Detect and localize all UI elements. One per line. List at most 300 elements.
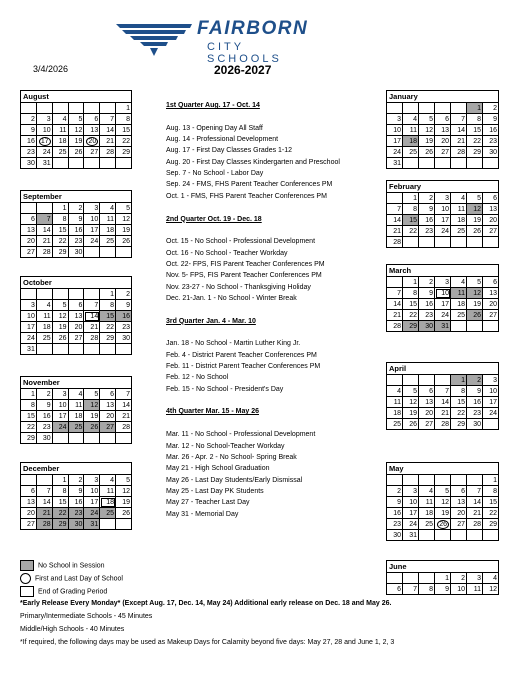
- day-number: 30: [74, 520, 83, 528]
- day-cell: [387, 158, 403, 169]
- day-number: 31: [393, 159, 401, 167]
- day-number: 28: [122, 423, 130, 431]
- month-calendar-february: [386, 180, 499, 248]
- day-cell: [52, 389, 68, 400]
- day-cell: [36, 225, 52, 236]
- eagle-logo-icon: [112, 18, 197, 58]
- event-item: Mar. 12 - No School-Teacher Workday: [166, 442, 285, 450]
- day-cell: [116, 344, 132, 355]
- day-cell: [68, 322, 84, 333]
- day-cell: [68, 247, 84, 258]
- day-cell: [116, 203, 132, 214]
- day-cell: [68, 497, 84, 508]
- day-cell: [116, 322, 132, 333]
- day-number: 1: [493, 476, 497, 484]
- day-cell: [21, 125, 37, 136]
- day-cell: [467, 486, 483, 497]
- week-row: [21, 433, 132, 444]
- day-cell: [84, 311, 100, 322]
- day-number: 15: [58, 226, 67, 234]
- week-row: [21, 136, 132, 147]
- day-number: 6: [30, 215, 35, 223]
- day-number: 1: [110, 290, 115, 298]
- month-name: May: [386, 462, 499, 474]
- day-number: 2: [429, 194, 433, 202]
- week-row: [387, 114, 499, 125]
- day-cell: [403, 215, 419, 226]
- day-cell: [84, 344, 100, 355]
- month-grid: [386, 474, 499, 541]
- day-number: 2: [461, 574, 465, 582]
- day-number: 11: [457, 289, 465, 297]
- day-cell: [52, 225, 68, 236]
- day-cell: [116, 103, 132, 114]
- day-cell: [84, 475, 100, 486]
- day-number: 26: [74, 148, 83, 156]
- day-number: 1: [30, 390, 35, 398]
- day-cell: [483, 397, 499, 408]
- day-cell: [21, 400, 37, 411]
- month-name: September: [20, 190, 132, 202]
- day-number: 15: [106, 312, 115, 320]
- day-cell: [84, 103, 100, 114]
- day-number: 6: [110, 390, 115, 398]
- day-number: 3: [445, 278, 449, 286]
- day-cell: [387, 288, 403, 299]
- day-cell: [403, 114, 419, 125]
- day-number: 27: [457, 520, 465, 528]
- day-number: 23: [122, 323, 130, 331]
- quarter-heading: 3rd Quarter Jan. 4 - Mar. 10: [166, 317, 256, 325]
- day-number: 3: [397, 115, 401, 123]
- day-number: 13: [27, 226, 35, 234]
- day-number: 8: [126, 115, 130, 123]
- week-row: [21, 411, 132, 422]
- day-cell: [451, 508, 467, 519]
- day-cell: [36, 158, 52, 169]
- week-row: [21, 389, 132, 400]
- day-cell: [36, 300, 52, 311]
- month-name: August: [20, 90, 132, 102]
- day-cell: [467, 530, 483, 541]
- day-cell: [467, 475, 483, 486]
- day-cell: [387, 530, 403, 541]
- event-item: Sep. 7 - No School - Labor Day: [166, 170, 264, 178]
- day-cell: [467, 497, 483, 508]
- day-number: 26: [473, 227, 481, 235]
- day-cell: [467, 277, 483, 288]
- day-number: 16: [74, 498, 83, 506]
- day-cell: [403, 103, 419, 114]
- day-cell: [467, 573, 483, 584]
- day-number: 29: [122, 148, 130, 156]
- day-cell: [419, 215, 435, 226]
- day-number: 3: [94, 204, 99, 212]
- day-cell: [84, 486, 100, 497]
- week-row: [387, 237, 499, 248]
- event-item: Nov. 23-27 - No School - Thanksgiving Holiday: [166, 283, 311, 291]
- event-item: Jan. 18 - No School - Martin Luther King Jr.: [166, 340, 301, 348]
- day-number: 3: [62, 390, 67, 398]
- day-cell: [100, 203, 116, 214]
- day-number: 19: [409, 409, 417, 417]
- day-cell: [68, 214, 84, 225]
- day-cell: [435, 136, 451, 147]
- day-cell: [68, 203, 84, 214]
- day-cell: [435, 497, 451, 508]
- day-cell: [387, 204, 403, 215]
- day-number: 1: [477, 104, 481, 112]
- day-cell: [403, 397, 419, 408]
- day-cell: [435, 215, 451, 226]
- day-number: 14: [441, 398, 449, 406]
- day-cell: [84, 497, 100, 508]
- day-number: 13: [489, 289, 497, 297]
- day-cell: [435, 397, 451, 408]
- day-cell: [387, 397, 403, 408]
- day-cell: [21, 214, 37, 225]
- day-cell: [403, 497, 419, 508]
- day-cell: [116, 214, 132, 225]
- day-cell: [36, 333, 52, 344]
- event-item: Feb. 15 - No School - President's Day: [166, 385, 284, 393]
- week-row: [21, 203, 132, 214]
- day-number: 23: [473, 409, 481, 417]
- day-number: 5: [429, 115, 433, 123]
- day-cell: [483, 193, 499, 204]
- day-number: 21: [393, 311, 401, 319]
- event-item: Aug. 14 - Professional Development: [166, 136, 279, 144]
- event-item: Feb. 4 - District Parent Teacher Conferences PM: [166, 351, 317, 359]
- day-cell: [419, 193, 435, 204]
- day-number: 26: [122, 237, 130, 245]
- day-number: 7: [46, 215, 51, 223]
- day-number: 18: [457, 300, 465, 308]
- week-row: [21, 214, 132, 225]
- day-cell: [403, 321, 419, 332]
- day-cell: [435, 114, 451, 125]
- day-cell: [21, 247, 37, 258]
- day-number: 23: [27, 148, 35, 156]
- day-cell: [451, 237, 467, 248]
- day-number: 12: [441, 498, 449, 506]
- day-number: 17: [58, 412, 67, 420]
- day-cell: [467, 508, 483, 519]
- month-calendar-august: [20, 90, 132, 169]
- day-cell: [21, 322, 37, 333]
- day-number: 21: [42, 509, 51, 517]
- day-number: 24: [27, 334, 35, 342]
- day-number: 10: [409, 498, 417, 506]
- week-row: [21, 225, 132, 236]
- day-number: 20: [88, 137, 97, 145]
- day-number: 30: [393, 531, 401, 539]
- day-cell: [100, 147, 116, 158]
- day-number: 11: [457, 205, 465, 213]
- day-cell: [36, 125, 52, 136]
- day-number: 13: [74, 312, 83, 320]
- month-calendar-january: [386, 90, 499, 169]
- day-cell: [84, 433, 100, 444]
- day-number: 2: [477, 376, 481, 384]
- day-cell: [100, 486, 116, 497]
- day-number: 14: [457, 126, 465, 134]
- day-cell: [84, 422, 100, 433]
- gray-swatch-icon: [20, 560, 34, 571]
- day-number: 2: [429, 278, 433, 286]
- day-cell: [483, 508, 499, 519]
- day-number: 29: [27, 434, 35, 442]
- day-number: 9: [445, 585, 449, 593]
- day-number: 25: [106, 509, 115, 517]
- legend-first-last: [20, 573, 123, 584]
- district-logo: [112, 18, 322, 65]
- week-row: [21, 125, 132, 136]
- day-cell: [21, 158, 37, 169]
- day-cell: [68, 400, 84, 411]
- day-cell: [483, 310, 499, 321]
- day-number: 3: [30, 301, 35, 309]
- day-cell: [435, 375, 451, 386]
- week-row: [387, 193, 499, 204]
- day-number: 15: [409, 216, 417, 224]
- day-cell: [419, 237, 435, 248]
- day-cell: [451, 497, 467, 508]
- day-cell: [403, 310, 419, 321]
- day-number: 25: [58, 148, 67, 156]
- day-cell: [52, 344, 68, 355]
- week-row: [387, 158, 499, 169]
- day-number: 21: [106, 137, 115, 145]
- day-cell: [100, 519, 116, 530]
- day-number: 30: [74, 248, 83, 256]
- makeup-note: *If required, the following days may be used as Makeup Days for Calamity beyond five days: May 27, 28 and June 1, 2, 3: [20, 639, 395, 646]
- day-cell: [84, 147, 100, 158]
- day-cell: [36, 289, 52, 300]
- day-cell: [451, 288, 467, 299]
- event-item: Oct. 16 - No School - Teacher Workday: [166, 249, 288, 257]
- week-row: [387, 386, 499, 397]
- day-number: 10: [441, 289, 449, 297]
- day-cell: [483, 114, 499, 125]
- day-cell: [403, 508, 419, 519]
- day-cell: [403, 136, 419, 147]
- day-number: 7: [461, 115, 465, 123]
- day-cell: [387, 497, 403, 508]
- day-number: 17: [441, 300, 449, 308]
- day-cell: [483, 136, 499, 147]
- day-number: 16: [425, 216, 433, 224]
- day-number: 29: [58, 520, 67, 528]
- day-number: 11: [75, 401, 83, 409]
- month-name: January: [386, 90, 499, 102]
- day-cell: [387, 147, 403, 158]
- week-row: [21, 158, 132, 169]
- day-cell: [68, 125, 84, 136]
- event-item: Feb. 11 - District Parent Teacher Conferences PM: [166, 363, 321, 371]
- day-number: 18: [409, 137, 417, 145]
- day-cell: [84, 236, 100, 247]
- day-cell: [403, 386, 419, 397]
- day-number: 13: [106, 401, 115, 409]
- day-number: 7: [397, 205, 401, 213]
- day-number: 16: [42, 412, 51, 420]
- day-number: 29: [457, 420, 465, 428]
- day-number: 28: [106, 148, 115, 156]
- day-cell: [419, 310, 435, 321]
- day-cell: [451, 277, 467, 288]
- day-cell: [483, 237, 499, 248]
- event-item: Aug. 20 - First Day Classes Kindergarten and Preschool: [166, 158, 340, 166]
- day-number: 12: [74, 126, 83, 134]
- day-cell: [435, 508, 451, 519]
- day-cell: [100, 136, 116, 147]
- day-cell: [21, 486, 37, 497]
- day-number: 11: [59, 126, 67, 134]
- day-cell: [387, 573, 403, 584]
- day-cell: [68, 411, 84, 422]
- day-cell: [435, 226, 451, 237]
- day-number: 24: [409, 520, 417, 528]
- month-name: December: [20, 462, 132, 474]
- day-number: 15: [409, 300, 417, 308]
- day-cell: [100, 322, 116, 333]
- day-cell: [21, 136, 37, 147]
- day-cell: [21, 103, 37, 114]
- day-number: 23: [74, 509, 83, 517]
- day-cell: [435, 530, 451, 541]
- month-name: February: [386, 180, 499, 192]
- day-cell: [100, 311, 116, 322]
- logo-subtitle: CITY SCHOOLS: [207, 41, 282, 65]
- day-number: 15: [27, 412, 35, 420]
- day-cell: [435, 486, 451, 497]
- month-grid: [20, 102, 132, 169]
- day-cell: [84, 300, 100, 311]
- day-number: 13: [425, 398, 433, 406]
- day-cell: [451, 475, 467, 486]
- day-cell: [483, 584, 499, 595]
- day-cell: [483, 147, 499, 158]
- day-number: 13: [457, 498, 465, 506]
- event-item: Oct. 15 - No School - Professional Development: [166, 238, 316, 246]
- day-number: 14: [393, 216, 401, 224]
- day-number: 12: [409, 398, 417, 406]
- day-number: 22: [473, 137, 481, 145]
- day-cell: [52, 136, 68, 147]
- day-number: 7: [126, 390, 130, 398]
- day-number: 29: [489, 520, 497, 528]
- day-cell: [483, 204, 499, 215]
- day-cell: [483, 408, 499, 419]
- day-cell: [419, 226, 435, 237]
- day-number: 6: [30, 487, 35, 495]
- day-cell: [387, 226, 403, 237]
- day-cell: [419, 584, 435, 595]
- day-number: 20: [106, 412, 115, 420]
- event-item: Oct. 22- FPS, FIS Parent Teacher Conferences PM: [166, 260, 325, 268]
- day-cell: [451, 310, 467, 321]
- day-cell: [36, 136, 52, 147]
- day-cell: [419, 375, 435, 386]
- day-cell: [451, 321, 467, 332]
- day-cell: [116, 486, 132, 497]
- week-row: [21, 322, 132, 333]
- day-cell: [387, 321, 403, 332]
- day-cell: [68, 225, 84, 236]
- week-row: [387, 125, 499, 136]
- day-number: 30: [473, 420, 481, 428]
- day-number: 28: [473, 520, 481, 528]
- day-cell: [387, 237, 403, 248]
- day-cell: [451, 299, 467, 310]
- day-cell: [36, 497, 52, 508]
- day-cell: [483, 158, 499, 169]
- day-cell: [419, 158, 435, 169]
- week-row: [21, 519, 132, 530]
- month-calendar-september: [20, 190, 132, 258]
- day-number: 20: [27, 509, 35, 517]
- day-cell: [451, 584, 467, 595]
- day-cell: [403, 408, 419, 419]
- day-number: 25: [457, 311, 465, 319]
- day-number: 25: [393, 420, 401, 428]
- day-cell: [84, 125, 100, 136]
- day-number: 30: [27, 159, 35, 167]
- day-cell: [36, 411, 52, 422]
- day-cell: [68, 147, 84, 158]
- day-number: 21: [90, 323, 99, 331]
- day-cell: [467, 299, 483, 310]
- day-number: 8: [461, 387, 465, 395]
- day-number: 4: [461, 278, 465, 286]
- day-number: 24: [441, 311, 449, 319]
- day-number: 24: [90, 237, 99, 245]
- day-number: 9: [477, 387, 481, 395]
- day-cell: [36, 422, 52, 433]
- day-cell: [52, 475, 68, 486]
- day-cell: [419, 497, 435, 508]
- day-cell: [68, 103, 84, 114]
- day-number: 23: [425, 311, 433, 319]
- day-number: 6: [78, 301, 83, 309]
- day-cell: [467, 288, 483, 299]
- day-cell: [100, 475, 116, 486]
- day-cell: [52, 114, 68, 125]
- day-cell: [387, 193, 403, 204]
- day-number: 28: [393, 238, 401, 246]
- day-number: 22: [457, 409, 465, 417]
- day-number: 19: [90, 412, 99, 420]
- day-number: 15: [457, 398, 465, 406]
- day-cell: [483, 277, 499, 288]
- month-name: March: [386, 264, 499, 276]
- day-number: 18: [425, 509, 433, 517]
- day-number: 19: [74, 137, 83, 145]
- day-number: 2: [30, 115, 35, 123]
- day-number: 19: [441, 509, 449, 517]
- day-cell: [36, 475, 52, 486]
- day-number: 15: [58, 498, 67, 506]
- day-cell: [467, 136, 483, 147]
- day-cell: [116, 508, 132, 519]
- month-grid: [20, 388, 132, 444]
- day-cell: [483, 321, 499, 332]
- day-number: 18: [106, 498, 115, 506]
- day-cell: [451, 125, 467, 136]
- day-number: 19: [122, 226, 130, 234]
- day-cell: [467, 375, 483, 386]
